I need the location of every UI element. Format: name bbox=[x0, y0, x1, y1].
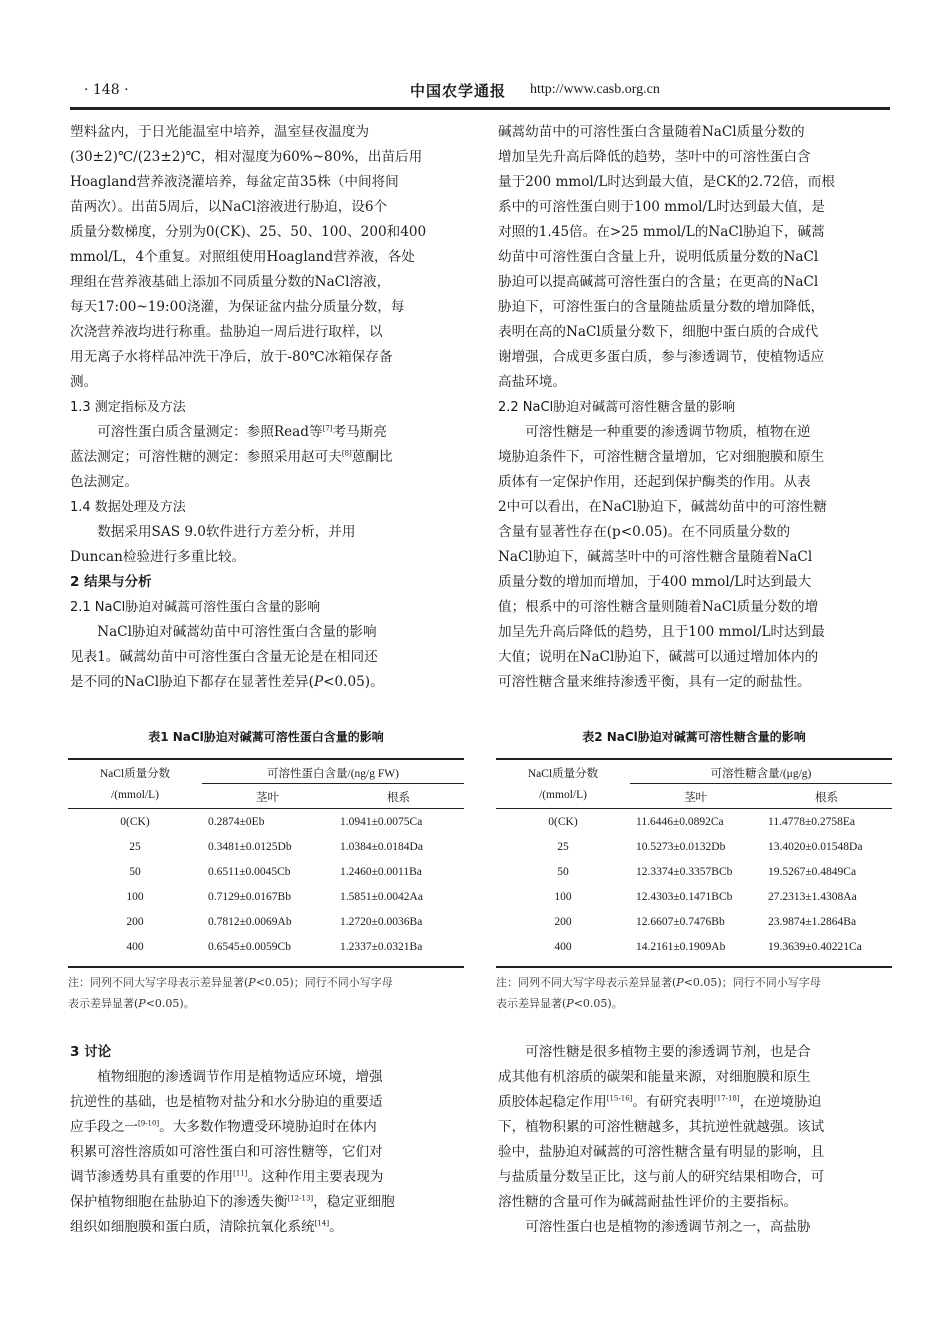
table-1 bbox=[68, 758, 464, 968]
section-1-3-title: 1.3 测定指标及方法 bbox=[70, 400, 186, 415]
citation[interactable]: [11] bbox=[233, 1169, 248, 1178]
text-line: Hoagland营养液浇灌培养，每盆定苗35株（中间将间 bbox=[70, 174, 399, 190]
journal-url[interactable]: http://www.casb.org.cn bbox=[530, 82, 660, 97]
text-line: 溶性糖的含量可作为碱蒿耐盐性评价的主要指标。 bbox=[498, 1194, 798, 1210]
page-number: · 148 · bbox=[84, 82, 129, 98]
table-header-root: 根系 bbox=[387, 792, 410, 804]
text-line: 质量分数的增加而增加，于400 mmol/L时达到最大 bbox=[498, 574, 812, 590]
table-cell-conc: 100 bbox=[126, 891, 144, 903]
text-line: NaCl胁迫下，碱蒿茎叶中的可溶性糖含量随着NaCl bbox=[498, 549, 813, 565]
text-line: 高盐环境。 bbox=[498, 374, 566, 390]
table-header-group: 可溶性糖含量/(μg/g) bbox=[710, 768, 812, 780]
table-cell-conc: 200 bbox=[554, 916, 572, 928]
text-line: 大值；说明在NaCl胁迫下，碱蒿可以通过增加体内的 bbox=[498, 649, 819, 665]
section-3-title: 3 讨论 bbox=[70, 1044, 112, 1060]
citation[interactable]: [8] bbox=[341, 449, 352, 458]
text-line: 可溶性蛋白质含量测定：参照Read等[7]考马斯亮 bbox=[97, 424, 387, 440]
text-line: Duncan检验进行多重比较。 bbox=[70, 549, 246, 565]
text-line: 抗逆性的基础，也是植物对盐分和水分胁迫的重要适 bbox=[70, 1094, 383, 1110]
text-line: 含量有显著性存在(p<0.05)。在不同质量分数的 bbox=[498, 524, 791, 540]
journal-name: 中国农学通报 bbox=[410, 82, 507, 100]
header-rule bbox=[70, 107, 890, 110]
section-1-4-title: 1.4 数据处理及方法 bbox=[70, 500, 186, 515]
table-header-stem-leaf: 茎叶 bbox=[256, 792, 279, 804]
text-line: 对照的1.45倍。在>25 mmol/L的NaCl胁迫下，碱蒿 bbox=[498, 224, 825, 240]
text-line: 质体有一定保护作用，还起到保护酶类的作用。从表 bbox=[498, 474, 811, 490]
table-header-row-label: NaCl质量分数 bbox=[99, 768, 171, 780]
table-cell-stem: 0.3481±0.0125Db bbox=[208, 841, 292, 853]
right-column-top bbox=[498, 120, 890, 695]
table-cell-conc: 0(CK) bbox=[120, 816, 150, 828]
table-2-caption: 表2 NaCl胁迫对碱蒿可溶性糖含量的影响 bbox=[582, 730, 806, 744]
text-line: 量于200 mmol/L时达到最大值，是CK的2.72倍，而根 bbox=[498, 174, 835, 190]
text-line: 苗两次）。出苗5周后，以NaCl溶液进行胁迫，设6个 bbox=[70, 199, 388, 215]
results-paragraph-sugar bbox=[498, 420, 890, 695]
table-cell-conc: 50 bbox=[557, 866, 569, 878]
table-header-stem-leaf: 茎叶 bbox=[684, 792, 707, 804]
text-line: 组织如细胞膜和蛋白质，清除抗氧化系统[14]。 bbox=[70, 1219, 343, 1235]
table-cell-stem: 12.4303±0.1471BCb bbox=[636, 891, 733, 903]
left-column-top bbox=[70, 120, 462, 695]
text-line: 境胁迫条件下，可溶性糖含量增加，它对细胞膜和原生 bbox=[498, 449, 825, 465]
table-cell-stem: 0.7812±0.0069Ab bbox=[208, 916, 292, 928]
table-cell-stem: 12.3374±0.3357BCb bbox=[636, 866, 733, 878]
table-cell-root: 23.9874±1.2864Ba bbox=[768, 916, 857, 928]
table-cell-conc: 400 bbox=[126, 941, 144, 953]
table-cell-stem: 0.7129±0.0167Bb bbox=[208, 891, 291, 903]
table-cell-stem: 11.6446±0.0892Ca bbox=[636, 816, 724, 828]
table-cell-root: 13.4020±0.01548Da bbox=[768, 841, 863, 853]
table-cell-conc: 400 bbox=[554, 941, 572, 953]
text-line: NaCl胁迫对碱蒿幼苗中可溶性蛋白含量的影响 bbox=[97, 624, 377, 640]
text-line: 增加呈先升高后降低的趋势，茎叶中的可溶性蛋白含 bbox=[498, 149, 811, 165]
text-line: 与盐质量分数呈正比，这与前人的研究结果相吻合，可 bbox=[498, 1169, 825, 1185]
table-cell-root: 1.0384±0.0184Da bbox=[340, 841, 423, 853]
citation[interactable]: [15-16] bbox=[606, 1094, 633, 1103]
table-header-row-label: NaCl质量分数 bbox=[527, 768, 599, 780]
text-line: 每天17:00~19:00浇灌，为保证盆内盐分质量分数，每 bbox=[70, 299, 405, 315]
text-line: 见表1。碱蒿幼苗中可溶性蛋白含量无论是在相同还 bbox=[70, 649, 378, 665]
text-line: mmol/L，4个重复。对照组使用Hoagland营养液，各处 bbox=[70, 249, 415, 265]
table-1-note: 注：同列不同大写字母表示差异显著(P<0.05)；同行不同小写字母 表示差异显著(P<0.05)。 bbox=[68, 976, 393, 1010]
text-line: 次浇营养液均进行称重。盐胁迫一周后进行取样，以 bbox=[70, 324, 383, 340]
text-line: 保护植物细胞在盐胁迫下的渗透失衡[12-13]，稳定亚细胞 bbox=[70, 1194, 395, 1210]
citation[interactable]: [12-13] bbox=[287, 1194, 314, 1203]
table-cell-conc: 25 bbox=[129, 841, 141, 853]
table-cell-stem: 10.5273±0.0132Db bbox=[636, 841, 726, 853]
citation[interactable]: [14] bbox=[314, 1219, 330, 1228]
table-cell-root: 11.4778±0.2758Ea bbox=[768, 816, 856, 828]
table-cell-stem: 0.2874±0Eb bbox=[208, 816, 265, 828]
section-2-2-title: 2.2 NaCl胁迫对碱蒿可溶性糖含量的影响 bbox=[498, 400, 736, 415]
table-cell-stem: 0.6511±0.0045Cb bbox=[208, 866, 291, 878]
text-line: 系中的可溶性蛋白则于100 mmol/L时达到最大值，是 bbox=[498, 199, 825, 215]
table-cell-conc: 50 bbox=[129, 866, 141, 878]
text-line: 应手段之一[9-10]。大多数作物遭受环境胁迫时在体内 bbox=[70, 1119, 377, 1135]
text-line: 是不同的NaCl胁迫下都存在显著性差异(P<0.05)。 bbox=[70, 674, 384, 690]
table-header-row-unit: /(mmol/L) bbox=[111, 789, 159, 801]
text-line: 理组在营养液基础上添加不同质量分数的NaCl溶液， bbox=[70, 274, 391, 290]
text-line: 塑料盆内，于日光能温室中培养，温室昼夜温度为 bbox=[70, 124, 370, 140]
text-line: 2中可以看出，在NaCl胁迫下，碱蒿幼苗中的可溶性糖 bbox=[498, 499, 827, 515]
text-line: 可溶性糖是一种重要的渗透调节物质，植物在逆 bbox=[525, 424, 811, 440]
table-header-row-unit: /(mmol/L) bbox=[539, 789, 587, 801]
section-2-1-title: 2.1 NaCl胁迫对碱蒿可溶性蛋白含量的影响 bbox=[70, 600, 321, 615]
table-cell-root: 1.2720±0.0036Ba bbox=[340, 916, 423, 928]
table-cell-stem: 0.6545±0.0059Cb bbox=[208, 941, 291, 953]
text-line: 碱蒿幼苗中的可溶性蛋白含量随着NaCl质量分数的 bbox=[498, 124, 805, 140]
table-cell-conc: 100 bbox=[554, 891, 572, 903]
text-line: 验中，盐胁迫对碱蒿的可溶性糖含量有明显的影响，且 bbox=[498, 1144, 825, 1160]
section-2-title: 2 结果与分析 bbox=[70, 574, 152, 590]
table-2 bbox=[496, 758, 892, 968]
running-header bbox=[70, 80, 890, 102]
table-cell-stem: 14.2161±0.1909Ab bbox=[636, 941, 726, 953]
text-line: 质量分数梯度，分别为0(CK)、25、50、100、200和400 bbox=[70, 224, 427, 240]
text-line: 表明在高的NaCl质量分数下，细胞中蛋白质的合成代 bbox=[498, 324, 819, 340]
table-1-caption: 表1 NaCl胁迫对碱蒿可溶性蛋白含量的影响 bbox=[148, 730, 384, 744]
table-cell-conc: 200 bbox=[126, 916, 144, 928]
text-line: 可溶性糖是很多植物主要的渗透调节剂，也是合 bbox=[525, 1044, 811, 1060]
text-line: 可溶性蛋白也是植物的渗透调节剂之一，高盐胁 bbox=[525, 1219, 811, 1235]
table-cell-conc: 25 bbox=[557, 841, 569, 853]
table-cell-stem: 12.6607±0.7476Bb bbox=[636, 916, 725, 928]
table-cell-root: 1.0941±0.0075Ca bbox=[340, 816, 423, 828]
text-line: 测。 bbox=[70, 374, 98, 390]
table-cell-root: 1.2337±0.0321Ba bbox=[340, 941, 423, 953]
text-line: 胁迫下，可溶性蛋白的含量随盐质量分数的增加降低， bbox=[498, 299, 825, 315]
text-line: 幼苗中可溶性蛋白含量上升，说明低质量分数的NaCl bbox=[498, 249, 819, 265]
table-cell-root: 27.2313±1.4308Aa bbox=[768, 891, 857, 903]
table-header-group: 可溶性蛋白含量/(ng/g FW) bbox=[267, 768, 399, 780]
citation[interactable]: [9-10] bbox=[137, 1119, 160, 1128]
text-line: 成其他有机溶质的碳架和能量来源，对细胞膜和原生 bbox=[498, 1069, 811, 1085]
text-line: 胁迫可以提高碱蒿可溶性蛋白的含量；在更高的NaCl bbox=[498, 274, 819, 290]
text-line: 调节渗透势具有重要的作用[11]。这种作用主要表现为 bbox=[70, 1169, 384, 1185]
text-line: 加呈先升高后降低的趋势，且于100 mmol/L时达到最 bbox=[498, 624, 825, 640]
text-line: 质胶体起稳定作用[15-16]。有研究表明[17-18]，在逆境胁迫 bbox=[498, 1094, 822, 1110]
text-line: 下，植物积累的可溶性糖越多，其抗逆性就越强。该试 bbox=[498, 1119, 825, 1135]
text-line: 植物细胞的渗透调节作用是植物适应环境，增强 bbox=[97, 1069, 383, 1085]
text-line: 值；根系中的可溶性糖含量则随着NaCl质量分数的增 bbox=[498, 599, 819, 615]
table-cell-root: 1.2460±0.0011Ba bbox=[340, 866, 422, 878]
text-line: 用无离子水将样品冲洗干净后，放于-80℃冰箱保存备 bbox=[70, 349, 393, 365]
text-line: (30±2)℃/(23±2)℃，相对湿度为60%~80%，出苗后用 bbox=[70, 149, 423, 165]
methods-paragraph bbox=[70, 120, 462, 395]
table-2-note: 注：同列不同大写字母表示差异显著(P<0.05)；同行不同小写字母 表示差异显著(P<0.05)。 bbox=[496, 976, 821, 1010]
text-line: 可溶性糖含量来维持渗透平衡，具有一定的耐盐性。 bbox=[498, 674, 811, 690]
results-paragraph-protein bbox=[498, 120, 890, 395]
table-cell-root: 19.5267±0.4849Ca bbox=[768, 866, 857, 878]
right-column-bottom bbox=[498, 1040, 890, 1240]
table-header-root: 根系 bbox=[815, 792, 838, 804]
text-line: 积累可溶性溶质如可溶性蛋白和可溶性糖等，它们对 bbox=[70, 1144, 383, 1160]
citation[interactable]: [17-18] bbox=[713, 1094, 740, 1103]
table-cell-root: 19.3639±0.40221Ca bbox=[768, 941, 862, 953]
text-line: 色法测定。 bbox=[70, 474, 138, 490]
text-line: 蓝法测定；可溶性糖的测定：参照采用赵可夫[8]蒽酮比 bbox=[70, 449, 393, 465]
table-cell-root: 1.5851±0.0042Aa bbox=[340, 891, 423, 903]
text-line: 谢增强，合成更多蛋白质，参与渗透调节，使植物适应 bbox=[498, 349, 825, 365]
table-cell-conc: 0(CK) bbox=[548, 816, 578, 828]
text-line: 数据采用SAS 9.0软件进行方差分析，并用 bbox=[97, 524, 356, 540]
left-column-bottom bbox=[70, 1040, 462, 1240]
citation[interactable]: [7] bbox=[322, 424, 333, 433]
